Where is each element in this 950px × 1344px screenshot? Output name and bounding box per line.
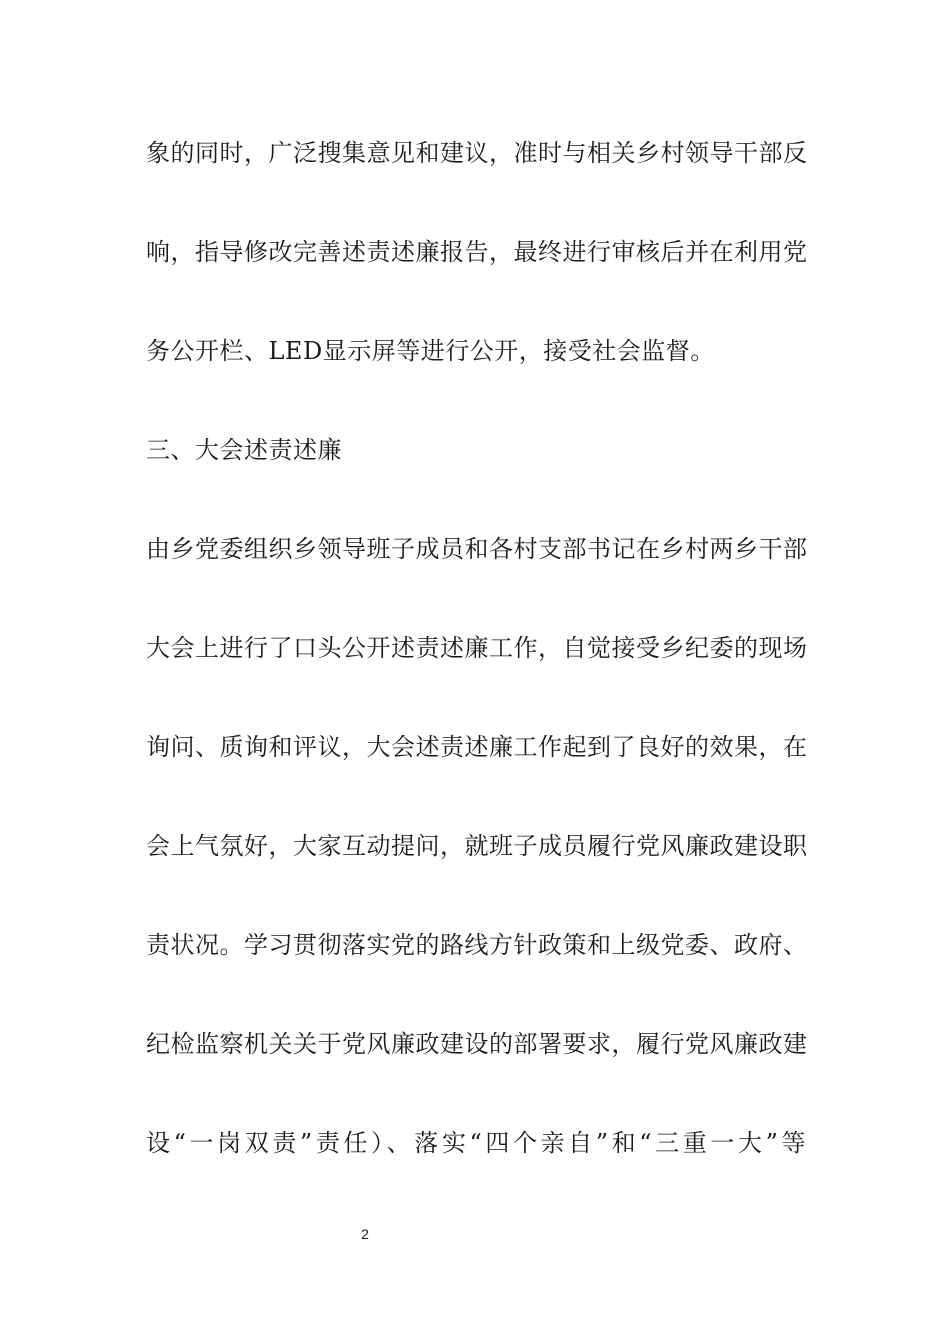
page-number: 2: [361, 1226, 369, 1242]
section-heading: 三、大会述责述廉: [146, 436, 342, 464]
body-text-line: 会上气氛好，大家互动提问，就班子成员履行党风廉政建设职: [146, 832, 808, 860]
body-text-line: 责状况。学习贯彻落实党的路线方针政策和上级党委、政府、: [146, 931, 808, 959]
body-text-line: 大会上进行了口头公开述责述廉工作，自觉接受乡纪委的现场: [146, 634, 808, 662]
body-text-line: 由乡党委组织乡领导班子成员和各村支部书记在乡村两乡干部: [146, 535, 808, 563]
body-text-line: 象的同时，广泛搜集意见和建议，准时与相关乡村领导干部反: [146, 139, 808, 167]
body-text-line: 设“一岗双责”责任）、落实“四个亲自”和“三重一大”等: [146, 1129, 806, 1157]
body-text-line: 响，指导修改完善述责述廉报告，最终进行审核后并在利用党: [146, 238, 808, 266]
body-text-line: 纪检监察机关关于党风廉政建设的部署要求，履行党风廉政建: [146, 1030, 808, 1058]
body-text-line: 询问、质询和评议，大会述责述廉工作起到了良好的效果，在: [146, 733, 808, 761]
body-text-line: 务公开栏、LED显示屏等进行公开，接受社会监督。: [146, 337, 715, 365]
